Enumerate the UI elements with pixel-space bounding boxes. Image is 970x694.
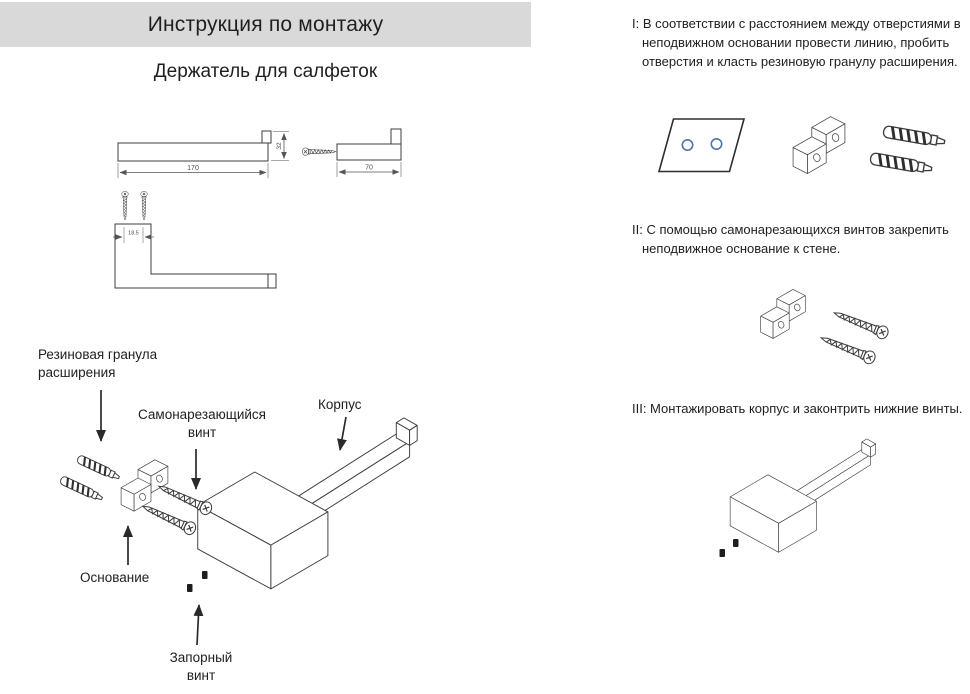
screw-icon — [832, 307, 890, 341]
anchor-icon — [76, 455, 121, 482]
screw-icon — [156, 480, 214, 516]
set-screw-icon — [187, 584, 193, 592]
step-3-text: III: Монтажировать корпус и законтрить нижние винты. — [632, 401, 963, 416]
exploded-view — [59, 390, 417, 645]
label-body: Корпус — [318, 397, 362, 412]
dim-hole-spacing-value: 18.5 — [128, 230, 139, 237]
screw-icon — [819, 332, 877, 366]
base-block-diagram — [793, 117, 845, 174]
anchor-icon — [59, 476, 104, 503]
base-block-diagram — [761, 289, 806, 338]
side-view-short-drawing — [302, 129, 401, 177]
step-2-diagram — [761, 289, 890, 365]
step-2-text: II: С помощью самонарезающихся винтов закрепить неподвижное основание к стене. — [632, 222, 949, 256]
step-3-diagram — [720, 439, 876, 557]
product-subtitle: Держатель для салфеток — [153, 61, 378, 82]
side-view-long-drawing — [118, 131, 289, 178]
dim-length-value: 170 — [187, 165, 199, 172]
body-iso-diagram — [198, 418, 417, 589]
anchor-icon — [870, 152, 933, 174]
set-screw-icon — [733, 539, 739, 547]
set-screw-icon — [202, 571, 208, 579]
label-rubber-plug: Резиновая гранула расширения — [38, 347, 158, 381]
screw-icon — [122, 191, 129, 220]
screw-icon — [302, 148, 335, 156]
anchor-icon — [883, 125, 946, 147]
screw-icon — [141, 191, 148, 220]
wall-plate-diagram — [659, 119, 744, 172]
base-block-diagram — [121, 460, 168, 511]
dim-height-value: 32 — [276, 142, 283, 150]
step-1-text: I: В соответствии с расстоянием между отверстиями в неподвижном основании провести линию, пробить отверстия и класть резиновую гранулу расширения. — [632, 16, 961, 69]
label-base: Основание — [80, 570, 150, 585]
set-screw-icon — [720, 549, 726, 557]
body-iso-diagram — [730, 439, 876, 552]
step-1-diagram — [659, 117, 946, 175]
front-view-drawing — [113, 191, 276, 288]
page-title: Инструкция по монтажу — [147, 12, 384, 36]
label-lock-screw: Запорный винт — [169, 650, 233, 684]
screw-icon — [140, 500, 198, 536]
label-self-tapping-screw: Самонарезающийся винт — [138, 407, 266, 441]
dim-depth-value: 70 — [365, 164, 373, 172]
